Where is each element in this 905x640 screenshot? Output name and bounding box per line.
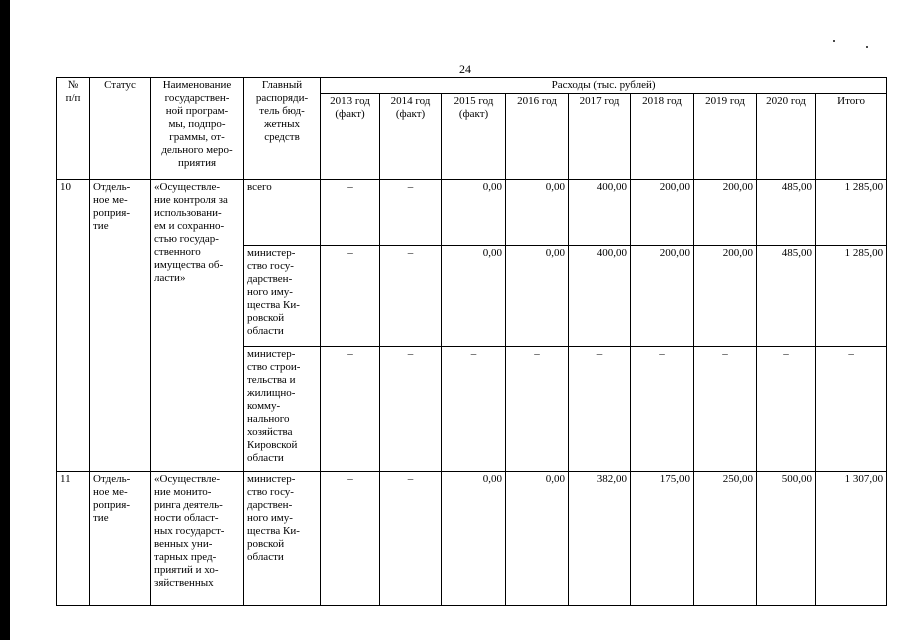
value-cell: 0,00 (506, 472, 569, 606)
value-cell: 175,00 (631, 472, 694, 606)
value-cell: 485,00 (757, 246, 816, 347)
value-cell: 0,00 (506, 180, 569, 246)
value-cell: – (757, 347, 816, 472)
row-name: «Осуществле- ние контроля за использовани- ем и сохранно- стью государ- ственного имущества об- ласти» (151, 180, 244, 472)
header-year: 2020 год (757, 94, 816, 180)
value-cell: – (321, 180, 380, 246)
header-year: 2015 год (факт) (442, 94, 506, 180)
header-year: 2016 год (506, 94, 569, 180)
value-cell: 1 307,00 (816, 472, 887, 606)
value-cell: – (380, 180, 442, 246)
header-total: Итого (816, 94, 887, 180)
value-cell: – (442, 347, 506, 472)
value-cell: 200,00 (694, 180, 757, 246)
header-manager: Главный распоряди- тель бюд- жетных средств (244, 78, 321, 180)
value-cell: 382,00 (569, 472, 631, 606)
value-cell: – (694, 347, 757, 472)
value-cell: 200,00 (631, 180, 694, 246)
scan-speck (866, 46, 868, 48)
manager-cell: министер- ство госу- дарствен- ного иму- щества Ки- ровской области (244, 472, 321, 606)
row-name: «Осуществле- ние монито- ринга деятель- ности област- ных государст- венных уни- тарных пред- приятий и хо- зяйственных (151, 472, 244, 606)
value-cell: – (321, 246, 380, 347)
value-cell: 485,00 (757, 180, 816, 246)
value-cell: 400,00 (569, 246, 631, 347)
scan-speck (833, 40, 835, 42)
value-cell: – (506, 347, 569, 472)
value-cell: 0,00 (442, 472, 506, 606)
header-status: Статус (90, 78, 151, 180)
header-no: № п/п (57, 78, 90, 180)
value-cell: – (816, 347, 887, 472)
row-number: 10 (57, 180, 90, 472)
manager-cell: всего (244, 180, 321, 246)
value-cell: – (631, 347, 694, 472)
value-cell: 0,00 (506, 246, 569, 347)
value-cell: – (569, 347, 631, 472)
header-year: 2013 год (факт) (321, 94, 380, 180)
manager-cell: министер- ство строи- тельства и жилищно- комму- нального хозяйства Кировской области (244, 347, 321, 472)
header-row-top (57, 78, 887, 94)
table-row (57, 180, 887, 246)
row-status: Отдель- ное ме- роприя- тие (90, 472, 151, 606)
value-cell: 200,00 (631, 246, 694, 347)
value-cell: 250,00 (694, 472, 757, 606)
table-row (57, 472, 887, 606)
value-cell: 200,00 (694, 246, 757, 347)
scan-edge (0, 0, 10, 640)
value-cell: 400,00 (569, 180, 631, 246)
row-status: Отдель- ное ме- роприя- тие (90, 180, 151, 472)
header-year: 2014 год (факт) (380, 94, 442, 180)
manager-cell: министер- ство госу- дарствен- ного иму- щества Ки- ровской области (244, 246, 321, 347)
header-expenses: Расходы (тыс. рублей) (321, 78, 887, 94)
value-cell: – (380, 347, 442, 472)
value-cell: 500,00 (757, 472, 816, 606)
row-number: 11 (57, 472, 90, 606)
value-cell: – (380, 472, 442, 606)
header-year: 2018 год (631, 94, 694, 180)
value-cell: – (321, 472, 380, 606)
value-cell: 1 285,00 (816, 180, 887, 246)
value-cell: 0,00 (442, 246, 506, 347)
value-cell: – (380, 246, 442, 347)
header-year: 2017 год (569, 94, 631, 180)
value-cell: 1 285,00 (816, 246, 887, 347)
value-cell: – (321, 347, 380, 472)
header-year: 2019 год (694, 94, 757, 180)
budget-table (56, 77, 887, 606)
header-name: Наименование государствен- ной програм- мы, подпро- граммы, от- дельного меро- приятия (151, 78, 244, 180)
page-number: 24 (459, 62, 471, 76)
value-cell: 0,00 (442, 180, 506, 246)
